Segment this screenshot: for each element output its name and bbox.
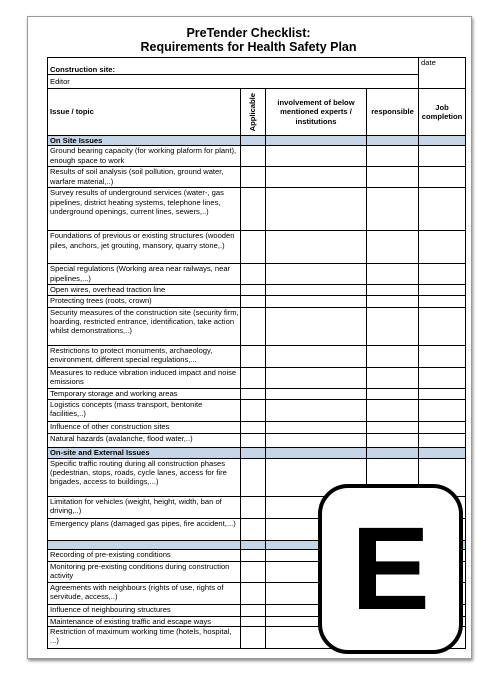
involvement-cell[interactable] [266,345,367,367]
section-title [48,540,241,549]
job-completion-cell[interactable] [419,399,466,421]
checklist-row [48,433,466,447]
involvement-cell[interactable] [266,231,367,264]
issue-text: Limitation for vehicles (weight, height, width, ban of driving,..) [48,496,241,518]
issue-text: Security measures of the construction site (security firm, hoarding, restricted entrance, identification, take action whilst demonstrations,..) [48,307,241,345]
responsible-cell[interactable] [367,433,419,447]
section-cell [419,136,466,146]
issue-text: Maintenance of existing traffic and escape ways [48,616,241,626]
involvement-cell[interactable] [266,307,367,345]
applicable-cell[interactable] [241,231,266,264]
issue-text: Emergency plans (damaged gas pipes, fire accident,...) [48,518,241,540]
job-completion-cell[interactable] [419,433,466,447]
applicable-cell[interactable] [241,496,266,518]
section-cell [241,136,266,146]
issue-text: Foundations of previous or existing structures (wooden piles, anchors, jet grouting, mansory, quarry stone,.) [48,231,241,264]
job-completion-cell[interactable] [419,146,466,167]
applicable-cell[interactable] [241,295,266,307]
applicable-cell[interactable] [241,626,266,648]
applicable-cell[interactable] [241,388,266,399]
checklist-row [48,167,466,188]
issue-text: Restrictions to protect monuments, archaeology, environment, different special regulations,... [48,345,241,367]
applicable-cell[interactable] [241,307,266,345]
section-header-row [48,136,466,146]
responsible-cell[interactable] [367,167,419,188]
col-header-issue: Issue / topic [48,89,241,136]
job-completion-cell[interactable] [419,264,466,285]
issue-text: Measures to reduce vibration induced impact and noise emissions [48,367,241,388]
involvement-cell[interactable] [266,264,367,285]
construction-site-field[interactable]: Construction site: [48,58,419,75]
responsible-cell[interactable] [367,231,419,264]
job-completion-cell[interactable] [419,295,466,307]
involvement-cell[interactable] [266,433,367,447]
applicable-cell[interactable] [241,345,266,367]
section-cell [241,540,266,549]
applicable-cell[interactable] [241,264,266,285]
involvement-cell[interactable] [266,167,367,188]
section-cell [266,136,367,146]
issue-text: Specific traffic routing during all construction phases (pedestrian, stops, roads, cycle lanes, access for fire brigades, access to buildings,...) [48,458,241,496]
applicable-cell[interactable] [241,549,266,561]
issue-text: Influence of neighbouring structures [48,604,241,616]
responsible-cell[interactable] [367,421,419,433]
checklist-row [48,345,466,367]
responsible-cell[interactable] [367,367,419,388]
section-cell [367,447,419,458]
job-completion-cell[interactable] [419,231,466,264]
job-completion-cell[interactable] [419,388,466,399]
letter-badge [318,484,463,654]
checklist-row [48,399,466,421]
title-line-2: Requirements for Health Safety Plan [140,40,357,54]
issue-text: Open wires, overhead traction line [48,285,241,295]
issue-text: Logistics concepts (mass transport, bentonite facilities,..) [48,399,241,421]
issue-text: Monitoring pre-existing conditions during construction activity [48,561,241,582]
title-line-1: PreTender Checklist: [186,26,311,40]
applicable-cell[interactable] [241,433,266,447]
section-cell [241,447,266,458]
involvement-cell[interactable] [266,388,367,399]
issue-text: Protecting trees (roots, crown) [48,295,241,307]
applicable-cell[interactable] [241,421,266,433]
job-completion-cell[interactable] [419,367,466,388]
applicable-cell[interactable] [241,146,266,167]
responsible-cell[interactable] [367,399,419,421]
responsible-cell[interactable] [367,146,419,167]
applicable-cell[interactable] [241,616,266,626]
applicable-cell[interactable] [241,561,266,582]
document-title [27,26,470,54]
col-header-involvement: involvement of below mentioned experts / institutions [266,89,367,136]
issue-text: Special regulations (Working area near railways, near pipelines,...) [48,264,241,285]
issue-text: Influence of other construction sites [48,421,241,433]
issue-text: Agreements with neighbours (rights of use, rights of servitude, access,..) [48,582,241,604]
issue-text: Restriction of maximum working time (hotels, hospital, ...) [48,626,241,648]
issue-text: Ground bearing capacity (for working plaform for plant), enough space to work [48,146,241,167]
section-header-row [48,447,466,458]
job-completion-cell[interactable] [419,188,466,231]
checklist-row [48,388,466,399]
checklist-row [48,295,466,307]
involvement-cell[interactable] [266,146,367,167]
applicable-cell[interactable] [241,167,266,188]
editor-field[interactable]: Editor [48,75,419,89]
col-header-job-completion: Job completion [419,89,466,136]
section-cell [266,447,367,458]
job-completion-cell[interactable] [419,307,466,345]
section-title: On-site and External Issues [48,447,241,458]
issue-text: Results of soil analysis (soil pollution, ground water, warfare material,..) [48,167,241,188]
applicable-cell[interactable] [241,188,266,231]
badge-letter: E [351,503,430,635]
checklist-row [48,421,466,433]
checklist-row [48,231,466,264]
applicable-cell[interactable] [241,604,266,616]
applicable-cell[interactable] [241,367,266,388]
responsible-cell[interactable] [367,307,419,345]
section-cell [419,447,466,458]
applicable-cell[interactable] [241,582,266,604]
applicable-cell[interactable] [241,399,266,421]
involvement-cell[interactable] [266,399,367,421]
involvement-cell[interactable] [266,421,367,433]
applicable-cell[interactable] [241,518,266,540]
checklist-row [48,146,466,167]
issue-text: Survey results of underground services (water-, gas pipelines, district heating systems, telephone lines, underground openings, current lines, sewers,..) [48,188,241,231]
involvement-cell[interactable] [266,367,367,388]
checklist-row [48,367,466,388]
responsible-cell[interactable] [367,285,419,295]
issue-text: Recording of pre-existing conditions [48,549,241,561]
responsible-cell[interactable] [367,264,419,285]
job-completion-cell[interactable] [419,167,466,188]
checklist-row [48,307,466,345]
job-completion-cell[interactable] [419,285,466,295]
responsible-cell[interactable] [367,388,419,399]
applicable-cell[interactable] [241,458,266,496]
job-completion-cell[interactable] [419,345,466,367]
involvement-cell[interactable] [266,295,367,307]
responsible-cell[interactable] [367,295,419,307]
section-title: On Site Issues [48,136,241,146]
section-cell [367,136,419,146]
checklist-row [48,264,466,285]
checklist-row [48,285,466,295]
issue-text: Natural hazards (avalanche, flood water,..) [48,433,241,447]
date-field[interactable]: date [419,58,466,89]
checklist-row [48,188,466,231]
job-completion-cell[interactable] [419,421,466,433]
involvement-cell[interactable] [266,285,367,295]
responsible-cell[interactable] [367,188,419,231]
issue-text: Temporary storage and working areas [48,388,241,399]
col-header-applicable: Applicable [241,89,266,136]
responsible-cell[interactable] [367,345,419,367]
applicable-cell[interactable] [241,285,266,295]
involvement-cell[interactable] [266,188,367,231]
col-header-responsible: responsible [367,89,419,136]
